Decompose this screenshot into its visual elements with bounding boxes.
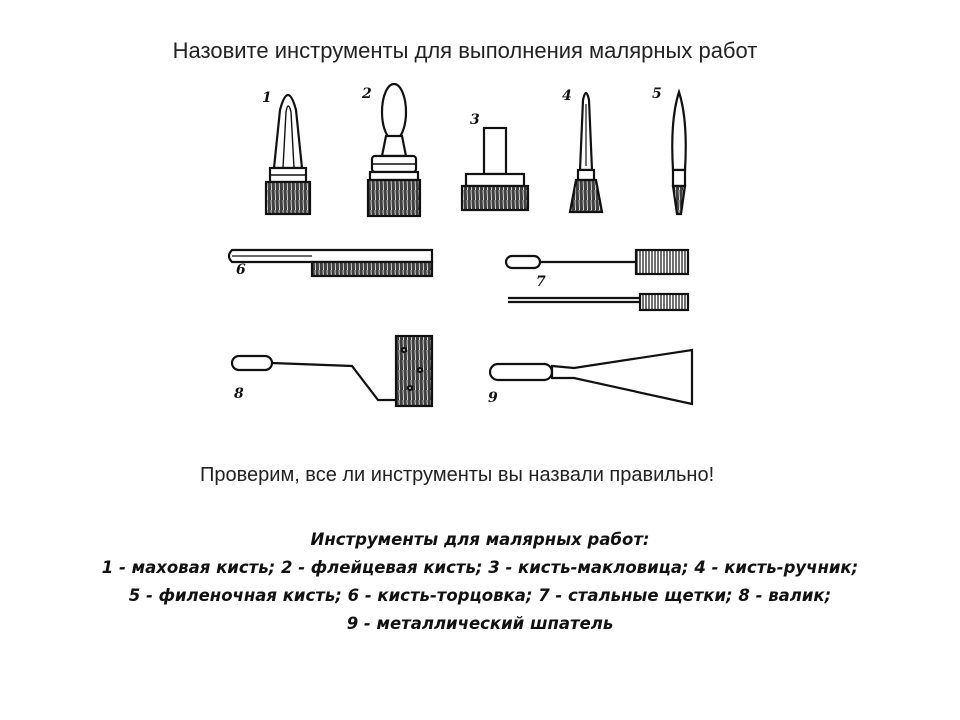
answer-line-2: 5 - филеночная кисть; 6 - кисть-торцовка; 7 - стальные щетки; 8 - валик; <box>128 586 832 605</box>
tool-label-1: 1 <box>262 90 272 106</box>
tool-5-panel-brush <box>652 86 686 214</box>
answer-block <box>0 526 960 638</box>
tool-label-8: 8 <box>234 386 244 402</box>
tool-label-5: 5 <box>652 86 662 102</box>
tool-label-6: 6 <box>236 262 246 278</box>
tool-label-2: 2 <box>362 86 372 102</box>
slide-title: Назовите инструменты для выполнения малярных работ <box>172 38 758 63</box>
tool-4-hand-brush <box>562 88 602 212</box>
answer-line-1: 1 - маховая кисть; 2 - флейцевая кисть; 3 - кисть-макловица; 4 - кисть-ручник; <box>101 558 859 577</box>
tool-8-paint-roller <box>232 336 432 406</box>
tool-1-flat-brush <box>262 90 310 214</box>
tool-2-flute-brush <box>361 84 420 216</box>
tool-3-macklovitsa-brush <box>462 112 528 210</box>
tool-label-7: 7 <box>536 274 546 290</box>
tool-label-3: 3 <box>470 112 480 128</box>
tool-9-metal-spatula <box>488 350 692 406</box>
answer-line-3: 9 - металлический шпатель <box>346 614 614 633</box>
tool-label-4: 4 <box>562 88 572 104</box>
tool-6-stippling-brush <box>229 250 432 278</box>
tool-label-9: 9 <box>488 390 498 406</box>
check-prompt: Проверим, все ли инструменты вы назвали правильно! <box>200 464 715 486</box>
answer-heading: Инструменты для малярных работ: <box>310 530 650 549</box>
tool-7-steel-brushes <box>506 250 688 310</box>
